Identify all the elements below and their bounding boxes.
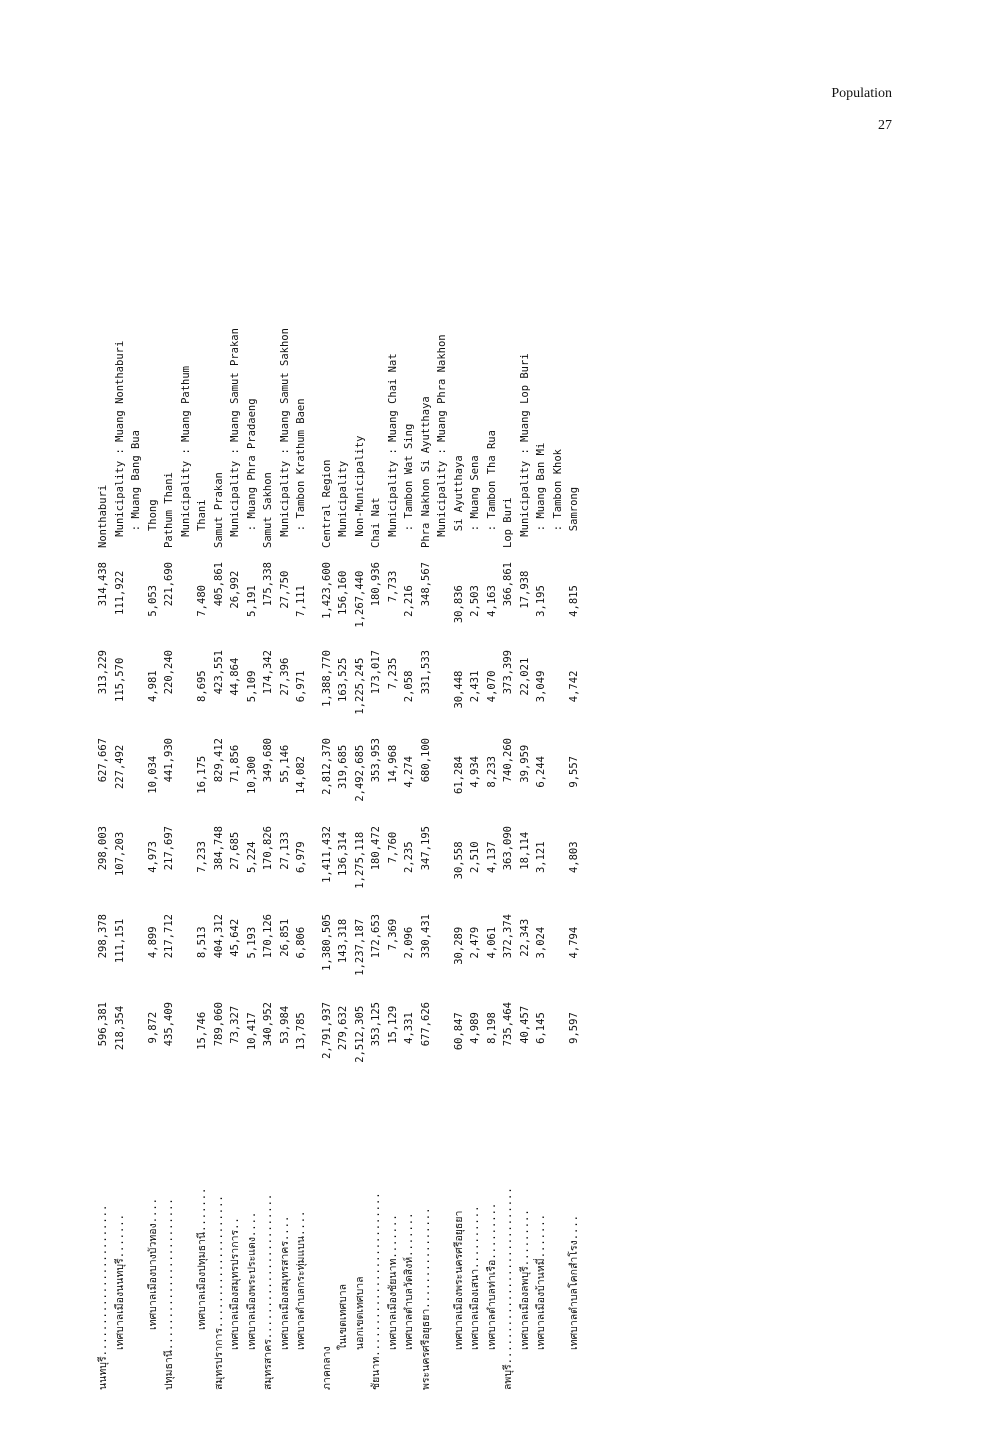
value-cell: 4,070 <box>485 670 498 703</box>
english-label: : Tambon Tha Rua <box>485 430 498 532</box>
thai-label: นอกเขตเทศบาล <box>353 1276 366 1350</box>
value-cell: 143,318 <box>337 918 349 964</box>
english-label: Si Ayutthaya <box>452 455 465 532</box>
table-row <box>260 240 277 1390</box>
value-cell: 4,973 <box>146 841 159 873</box>
value-cell: 4,742 <box>568 670 580 703</box>
value-cell: 136,314 <box>337 831 349 877</box>
value-cell: 172,653 <box>370 914 382 959</box>
value-cell: 423,551 <box>212 650 225 695</box>
table-row <box>319 240 336 1390</box>
thai-label: ในเขตเทศบาล <box>337 1283 349 1350</box>
table-row <box>227 240 244 1390</box>
page-number: 27 <box>878 118 892 133</box>
value-cell <box>550 927 567 1012</box>
value-cell: 2,510 <box>469 841 481 874</box>
value-cell: 6,145 <box>535 1012 547 1044</box>
thai-label: สมุทรสาคร....................... <box>262 1193 274 1390</box>
thai-label: เทศบาลเมืองบ้านหมี่....... <box>535 1214 547 1350</box>
value-cell: 45,642 <box>229 918 241 957</box>
value-cell: 27,396 <box>278 657 291 696</box>
value-cell: 111,151 <box>113 918 126 964</box>
value-cell: 441,930 <box>163 738 175 783</box>
english-label: Thani <box>196 499 208 532</box>
value-cell: 14,968 <box>386 744 399 783</box>
table-row <box>500 240 517 1390</box>
value-cell: 40,457 <box>518 1005 531 1044</box>
value-cell: 26,851 <box>278 918 291 957</box>
value-cell: 60,847 <box>452 1012 465 1051</box>
value-cell: 2,431 <box>469 670 481 703</box>
value-cell: 170,126 <box>262 914 274 959</box>
thai-label: เทศบาลเมืองชัยนาท....... <box>386 1214 399 1350</box>
value-cell: 8,513 <box>196 926 208 959</box>
english-label: Chai Nat <box>370 497 382 548</box>
english-label: Municipality <box>337 460 349 537</box>
value-cell <box>178 832 195 919</box>
value-cell: 10,034 <box>146 755 159 794</box>
value-cell: 3,024 <box>535 926 547 959</box>
value-cell: 9,597 <box>568 1012 580 1044</box>
table-row <box>335 240 352 1390</box>
value-cell: 15,746 <box>196 1011 208 1050</box>
value-cell: 15,129 <box>386 1005 399 1044</box>
thai-label: ภาคกลาง <box>320 1346 333 1390</box>
table-row <box>401 240 418 1390</box>
value-cell: 27,685 <box>229 831 241 870</box>
value-cell: 4,803 <box>568 841 580 874</box>
english-label: : Tambon Wat Sing <box>403 423 415 532</box>
value-cell: 2,479 <box>469 926 481 959</box>
value-cell: 319,685 <box>337 744 349 790</box>
value-cell: 7,369 <box>386 918 399 951</box>
value-cell: 8,198 <box>485 1012 498 1044</box>
value-cell: 5,109 <box>245 670 258 703</box>
english-label: : Muang Bang Bua <box>130 430 142 532</box>
value-cell: 735,464 <box>502 1002 514 1047</box>
value-cell: 53,984 <box>278 1005 291 1044</box>
value-cell: 170,826 <box>262 826 274 871</box>
table-row <box>517 240 534 1390</box>
value-cell: 404,312 <box>212 914 225 959</box>
table-row <box>145 240 162 1390</box>
value-cell <box>434 1006 451 1093</box>
value-cell: 4,934 <box>469 756 481 788</box>
table-row <box>418 240 435 1390</box>
value-cell: 7,733 <box>386 570 399 603</box>
value-cell: 349,680 <box>262 738 274 783</box>
value-cell: 6,979 <box>295 841 307 874</box>
value-cell: 9,872 <box>146 1011 159 1044</box>
table-row <box>566 240 583 1390</box>
table-row <box>550 240 567 1390</box>
table-row <box>467 240 484 1390</box>
thai-label: เทศบาลเมืองบางบัวทอง.... <box>146 1197 159 1330</box>
english-label: Municipality : Muang Pathum <box>179 366 192 537</box>
value-cell: 107,203 <box>113 831 126 877</box>
value-cell: 330,431 <box>419 914 432 959</box>
english-label: Non-Municipality <box>353 435 366 537</box>
value-cell <box>550 671 567 756</box>
value-cell <box>550 585 567 670</box>
value-cell: 298,003 <box>97 826 109 871</box>
value-cell: 2,096 <box>403 926 415 959</box>
table-row <box>385 240 402 1390</box>
value-cell <box>434 571 451 658</box>
value-cell: 2,492,685 <box>353 744 366 802</box>
thai-label: เทศบาลเมืองสมุทรสาคร.... <box>278 1215 291 1350</box>
value-cell: 10,300 <box>245 756 258 794</box>
thai-label: เทศบาลเมืองปทุมธานี....... <box>196 1187 208 1330</box>
value-cell: 7,233 <box>196 841 208 873</box>
thai-label: ลพบุรี............................ <box>502 1187 514 1390</box>
value-cell: 2,503 <box>469 585 481 617</box>
value-cell <box>434 919 451 1006</box>
value-cell: 30,289 <box>452 926 465 965</box>
value-cell: 384,748 <box>212 826 225 871</box>
value-cell: 1,388,770 <box>320 650 333 707</box>
thai-label: เทศบาลตำบลท่าเรือ......... <box>485 1202 498 1350</box>
value-cell: 2,812,370 <box>320 738 333 795</box>
value-cell: 4,899 <box>146 926 159 959</box>
value-cell: 5,193 <box>245 926 258 959</box>
value-cell: 14,082 <box>295 756 307 794</box>
value-cell <box>550 841 567 926</box>
table-row <box>95 240 112 1390</box>
table-row <box>533 240 550 1390</box>
value-cell: 217,697 <box>163 826 175 871</box>
value-cell: 220,240 <box>163 650 175 695</box>
english-label: Municipality : Muang Lop Buri <box>518 353 531 537</box>
english-label: Samrong <box>568 486 580 532</box>
value-cell: 9,557 <box>568 756 580 788</box>
english-label: Municipality : Muang Phra Nakhon <box>436 334 448 537</box>
value-cell: 115,570 <box>113 657 126 702</box>
value-cell: 174,342 <box>262 650 274 695</box>
english-label: Pathum Thani <box>163 472 175 548</box>
english-label: Municipality : Muang Nonthaburi <box>113 340 126 537</box>
value-cell: 1,380,505 <box>320 914 333 971</box>
value-cell: 313,229 <box>97 650 109 695</box>
value-cell: 366,861 <box>502 562 514 607</box>
value-cell: 27,133 <box>278 831 291 870</box>
english-label: Central Region <box>320 459 333 548</box>
value-cell: 435,409 <box>163 1002 175 1047</box>
value-cell: 13,785 <box>295 1012 307 1051</box>
value-cell: 7,235 <box>386 657 399 690</box>
english-label: Municipality : Muang Samut Prakan <box>229 328 241 537</box>
value-cell: 4,163 <box>485 585 498 617</box>
value-cell: 1,237,187 <box>353 918 366 976</box>
value-cell: 17,938 <box>518 570 531 609</box>
page-title: Population <box>831 86 892 101</box>
table-row <box>178 240 195 1390</box>
english-label: : Tambon Krathum Baen <box>295 398 307 532</box>
value-cell: 4,274 <box>403 756 415 788</box>
thai-label <box>128 1098 145 1390</box>
value-cell: 30,836 <box>452 585 465 624</box>
table-row <box>112 240 129 1390</box>
value-cell: 740,260 <box>502 738 514 783</box>
value-cell: 6,244 <box>535 756 547 788</box>
value-cell: 298,378 <box>97 914 109 959</box>
value-cell: 353,125 <box>370 1002 382 1047</box>
value-cell <box>550 1012 567 1097</box>
value-cell <box>178 919 195 1006</box>
english-label: Samut Prakan <box>212 472 225 548</box>
value-cell: 1,275,118 <box>353 831 366 889</box>
value-cell: 348,567 <box>419 562 432 607</box>
thai-label: เทศบาลตำบลโคกสำโรง.... <box>568 1214 580 1350</box>
value-cell: 1,225,245 <box>353 657 366 715</box>
english-label: : Muang Phra Pradaeng <box>245 398 258 532</box>
value-cell: 331,533 <box>419 650 432 695</box>
value-cell: 5,053 <box>146 585 159 617</box>
value-cell: 2,791,937 <box>320 1002 333 1059</box>
value-cell: 163,525 <box>337 657 349 702</box>
english-label: Nonthaburi <box>97 484 109 548</box>
english-label: : Muang Sena <box>469 455 481 532</box>
thai-label: เทศบาลเมืองนนทบุรี....... <box>113 1214 126 1350</box>
table-row <box>352 240 369 1390</box>
english-label: Thong <box>146 499 159 532</box>
value-cell: 180,472 <box>370 826 382 871</box>
table-row <box>194 240 211 1390</box>
english-label: Lop Buri <box>502 497 514 548</box>
value-cell: 227,492 <box>113 744 126 790</box>
value-cell: 3,049 <box>535 670 547 703</box>
thai-label: เทศบาลเมืองพระนครศรีอยุธยา <box>452 1210 465 1350</box>
thai-label: เทศบาลเมืองสมุทรปราการ.. <box>229 1217 241 1350</box>
value-cell <box>128 671 145 756</box>
english-label: Municipality : Muang Samut Sakhon <box>278 328 291 537</box>
value-cell: 4,061 <box>485 926 498 959</box>
value-cell: 71,856 <box>229 744 241 783</box>
value-cell: 173,017 <box>370 650 382 695</box>
value-cell <box>128 841 145 926</box>
value-cell <box>178 571 195 658</box>
value-cell <box>178 658 195 745</box>
value-cell: 7,760 <box>386 831 399 864</box>
english-label: Municipality : Muang Chai Nat <box>386 353 399 537</box>
page-header <box>831 86 892 134</box>
value-cell: 16,175 <box>196 755 208 794</box>
value-cell: 4,989 <box>469 1012 481 1044</box>
value-cell: 4,331 <box>403 1012 415 1044</box>
value-cell: 26,992 <box>229 570 241 609</box>
value-cell: 218,354 <box>113 1005 126 1051</box>
value-cell: 680,100 <box>419 738 432 783</box>
thai-label: เทศบาลเมืองลพบุรี......... <box>518 1209 531 1350</box>
thai-label <box>550 1098 567 1390</box>
value-cell: 1,411,432 <box>320 826 333 883</box>
value-cell: 111,922 <box>113 570 126 615</box>
value-cell: 347,195 <box>419 826 432 871</box>
thai-label: เทศบาลตำบลวัดสิงห์....... <box>403 1212 415 1350</box>
value-cell <box>434 832 451 919</box>
value-cell: 7,480 <box>196 585 208 617</box>
value-cell: 340,952 <box>262 1002 274 1047</box>
value-cell: 2,235 <box>403 841 415 874</box>
table-row <box>244 240 261 1390</box>
value-cell <box>550 756 567 841</box>
value-cell: 2,058 <box>403 670 415 703</box>
table-row <box>451 240 468 1390</box>
value-cell: 30,448 <box>452 670 465 709</box>
value-cell: 217,712 <box>163 914 175 959</box>
value-cell: 372,374 <box>502 914 514 959</box>
population-table <box>95 240 580 1390</box>
value-cell: 1,423,600 <box>320 562 333 619</box>
value-cell: 353,953 <box>370 738 382 783</box>
value-cell <box>128 585 145 670</box>
table-row <box>434 240 451 1390</box>
value-cell: 405,861 <box>212 562 225 607</box>
value-cell: 30,558 <box>452 841 465 880</box>
thai-label: เทศบาลเมืองเสนา.......... <box>469 1205 481 1350</box>
value-cell: 2,512,305 <box>353 1005 366 1063</box>
value-cell: 4,815 <box>568 585 580 617</box>
value-cell: 44,864 <box>229 657 241 696</box>
value-cell: 6,971 <box>295 670 307 703</box>
value-cell: 39,959 <box>518 744 531 783</box>
table-row <box>293 240 310 1390</box>
value-cell: 1,267,440 <box>353 570 366 628</box>
value-cell: 5,191 <box>245 585 258 617</box>
english-label: Phra Nakhon Si Ayutthaya <box>419 396 432 548</box>
value-cell: 55,146 <box>278 744 291 783</box>
value-cell: 829,412 <box>212 738 225 783</box>
value-cell: 27,750 <box>278 570 291 609</box>
value-cell: 10,417 <box>245 1012 258 1051</box>
value-cell: 627,667 <box>97 738 109 783</box>
value-cell: 7,111 <box>295 585 307 617</box>
value-cell: 221,690 <box>163 562 175 607</box>
thai-label: สมุทรปราการ..................... <box>212 1195 225 1390</box>
table-row <box>277 240 294 1390</box>
english-label: : Tambon Khok <box>551 449 564 532</box>
thai-label: เทศบาลตำบลกระทุ่มแบน.... <box>295 1210 307 1350</box>
value-cell: 2,216 <box>403 585 415 617</box>
value-cell: 22,021 <box>518 657 531 696</box>
value-cell: 61,284 <box>452 756 465 794</box>
table-row <box>161 240 178 1390</box>
english-label: : Muang Ban Mi <box>535 442 547 532</box>
value-cell: 73,327 <box>229 1005 241 1044</box>
value-cell <box>434 658 451 745</box>
value-cell: 3,121 <box>535 841 547 874</box>
value-cell: 18,114 <box>518 831 531 870</box>
value-cell: 596,381 <box>97 1002 109 1047</box>
value-cell: 8,233 <box>485 756 498 788</box>
thai-label: นนทบุรี........................ <box>97 1204 109 1390</box>
value-cell: 180,936 <box>370 562 382 607</box>
value-cell: 6,806 <box>295 926 307 959</box>
value-cell: 3,195 <box>535 585 547 617</box>
value-cell <box>128 756 145 841</box>
value-cell: 4,137 <box>485 841 498 874</box>
thai-label: ปทุมธานี........................ <box>163 1198 175 1390</box>
value-cell: 22,343 <box>518 918 531 957</box>
thai-label: ชัยนาท.......................... <box>370 1192 382 1390</box>
table-row <box>368 240 385 1390</box>
value-cell <box>128 1012 145 1097</box>
table-row <box>128 240 145 1390</box>
value-cell: 789,060 <box>212 1002 225 1047</box>
thai-label <box>434 1093 451 1390</box>
thai-label <box>178 1093 195 1390</box>
value-cell: 314,438 <box>97 562 109 607</box>
value-cell: 4,981 <box>146 670 159 702</box>
value-cell: 175,338 <box>262 562 274 607</box>
thai-label: เทศบาลเมืองพระประแดง.... <box>245 1211 258 1350</box>
value-cell <box>178 745 195 832</box>
value-cell: 677,626 <box>419 1002 432 1047</box>
value-cell: 5,224 <box>245 841 258 874</box>
value-cell <box>434 745 451 832</box>
table-row <box>484 240 501 1390</box>
value-cell: 279,632 <box>337 1005 349 1051</box>
value-cell: 363,090 <box>502 826 514 871</box>
value-cell: 4,794 <box>568 926 580 959</box>
thai-label: พระนครศรีอยุธยา................ <box>419 1207 432 1390</box>
english-label: Samut Sakhon <box>262 472 274 548</box>
value-cell <box>128 927 145 1012</box>
value-cell: 8,695 <box>196 670 208 702</box>
value-cell <box>178 1006 195 1093</box>
value-cell: 373,399 <box>502 650 514 695</box>
value-cell: 156,160 <box>337 570 349 615</box>
table-row <box>211 240 228 1390</box>
